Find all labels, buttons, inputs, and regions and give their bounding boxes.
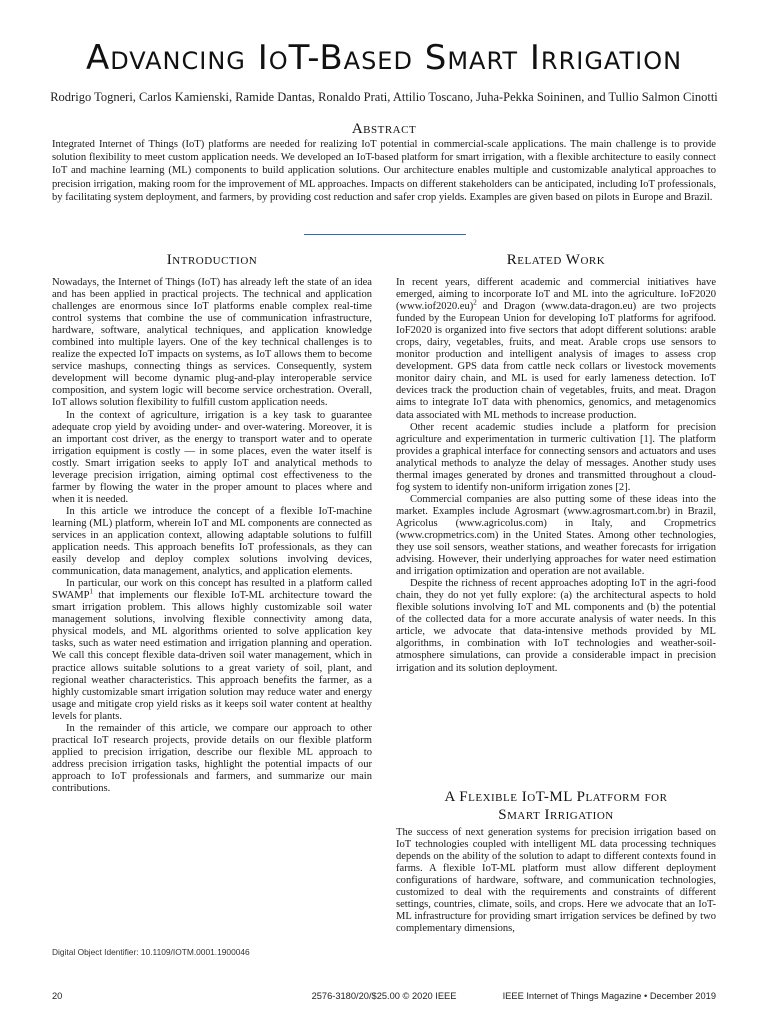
flexible-platform-heading: [396, 788, 716, 824]
paragraph: [396, 277, 716, 422]
paragraph: Nowadays, the Internet of Things (IoT) has already left the state of an idea and has been applied in practical projects. The technical and application challenges are enormous since IoT platforms enable complex real-time control systems that combine the use of communication infrastructure, hardware, software, analytical techniques, and application knowledge combined into multiple layers. One of the key technical challenges is to realize the expected IoT impacts on systems, as IoT allows them to become service mashups, connecting things as services. Consequently, system development will become dynamic plug-and-play interoperable service composition, and system logic will become service orchestration. Overall, IoT allows solution flexibility to fulfill custom application needs.: [52, 277, 372, 409]
footnote-marker: 1: [89, 587, 94, 596]
paragraph: In the context of agriculture, irrigation is a key task to guarantee adequate crop yield by avoiding under- and over-watering. Moreover, it is an important cost driver, as the energy to transport water and to operate irrigation equipment is costly — in some places, even the water itself is costly. Smart irrigation seeks to apply IoT and analytical methods to leverage precision irrigation, aiming optimal cost effectiveness to the farmer by flowing the water in the proper amount to places where and when it is needed.: [52, 409, 372, 505]
paragraph: The success of next generation systems for precision irrigation based on IoT technologies coupled with intelligent ML data processing techniques depends on the ability of the solution to adapt to different contexts found in farms. A flexible IoT-ML platform must allow different deployment configurations of hardware, software, and communication technologies, customized to deal with the requirements and constraints of different settings, countries, climate, soils, and crops. Here we advocate that an IoT-ML infrastructure for providing smart irrigation services be defined by two complementary dimensions,: [396, 827, 716, 935]
related-work-column: [396, 277, 716, 675]
heading-line: Smart Irrigation: [498, 807, 614, 823]
issn-copyright: 2576-3180/20/$25.00 © 2020 IEEE: [311, 991, 457, 1001]
page-number: 20: [52, 991, 63, 1001]
abstract-heading: Abstract: [351, 121, 417, 137]
heading-line: A Flexible IoT-ML Platform for: [444, 789, 668, 805]
doi-note: Digital Object Identifier: 10.1109/IOTM.0001.1900046: [52, 947, 250, 957]
author-list: Rodrigo Togneri, Carlos Kamienski, Ramide Dantas, Ronaldo Prati, Attilio Toscano, Juha-Pekka Soininen, and Tullio Salmon Cinotti: [50, 90, 718, 104]
article-title: Advancing IoT-Based Smart Irrigation: [85, 38, 683, 78]
paragraph-text: In particular, our work on this concept has resulted in a platform called SWAMP: [52, 578, 372, 602]
abstract-text: Integrated Internet of Things (IoT) platforms are needed for realizing IoT potential in commercial-scale applications. The main challenge is to provide solution flexibility to meet custom application needs. We developed an IoT-based platform for smart irrigation, with a flexible architecture to easily connect IoT and machine learning (ML) components to build application solutions. Our architecture enables multiple and customizable analytical approaches to precision irrigation, making room for the improvement of ML approaches. Impacts on different stakeholders can be anticipated, including IoT professionals, by facilitating system deployment, and farmers, by providing cost reduction and safer crop yields. Examples are given based on pilots in Europe and Brazil.: [52, 139, 716, 203]
paragraph: Despite the richness of recent approaches adopting IoT in the agri-food chain, they do not yet fully explore: (a) the architectural aspects to hold flexible solutions involving IoT and ML components and (b) the potential of the collected data for a more accurate analysis of water needs. In this article, we advocate that data-intensive methods provided by ML algorithms, in combination with IoT technologies and weather-soil-atmosphere simulations, can provide a considerable impact in precision irrigation and its solution deployment.: [396, 578, 716, 674]
paragraph-text: In recent years, different academic and commercial initiatives have emerged, aiming to incorporate IoT and ML into the agriculture. IoF2020 (www.iof2020.eu): [396, 277, 716, 313]
paragraph: In this article we introduce the concept of a flexible IoT-machine learning (ML) platform, wherein IoT and ML components are connected as services in an application context, allowing adaptable solutions to fulfill application needs. This approach benefits IoT professionals, as they can easily develop and deploy complex solutions involving devices, communication, data management, analytics, and application elements.: [52, 505, 372, 578]
paragraph: Other recent academic studies include a platform for precision agriculture and experimentation in turmeric cultivation [1]. The platform provides a graphical interface for connecting sensors and actuators and uses analytical methods to analyze the delay of messages. Another study uses thermal images generated by drones and transmitted throughout a cloud-fog system to identify non-uniform irrigation zones [2].: [396, 421, 716, 493]
section-divider: [304, 234, 466, 235]
introduction-column: [52, 277, 372, 795]
paragraph: In the remainder of this article, we compare our approach to other practical IoT research projects, provide details on our flexible platform applied to precision irrigation, describe our flexible ML approach to address precision irrigation tasks, highlight the potential impacts of our approach to IoT professionals and farmers, and summarize our main contributions.: [52, 722, 372, 794]
paragraph: Commercial companies are also putting some of these ideas into the market. Examples include Agrosmart (www.agrosmart.com.br) in Brazil, Agricolus (www.agricolus.com) in Italy, and Cropmetrics (www.cropmetrics.com) in the United States. Among other technologies, they use soil sensors, weather stations, and weather forecasts for irrigation advising. However, their underlying approaches for water need estimation and irrigation optimization and operation are not available.: [396, 493, 716, 578]
paragraph-text: and Dragon (www.data-dragon.eu) are two projects funded by the European Union for developing IoT platforms for agrifood. IoF2020 is organized into five sectors that adopt different solutions: arable crops, dairy, vegetables, fruits, and meat. Arable crops use sensors to monitor production and intelligent analysis of images to assess crop development. GPS data from cattle neck collars or livestock movements monitor dairy chain, and ML is used for early lameness detection. IoT devices track the production chain of vegetables, fruits, and meat. Dragon aims to integrate IoT data with phenomics, genomics, and metagenomics data associated with ML methods to increase production.: [396, 301, 716, 421]
introduction-heading: Introduction: [166, 252, 258, 268]
footnote-marker: 2: [473, 298, 477, 307]
flexible-platform-column: [396, 827, 716, 935]
paragraph-text: that implements our flexible IoT-ML architecture toward the smart irrigation problem. This allows highly customizable soil water management solutions, involving flexible connectivity among data, physical models, and ML algorithms oriented to solve application key tasks, such as water need estimation and irrigation planning and operation. We call this concept flexible data-driven soil water management, which in practice allows suitable solutions to a great variety of soil, plant, and regional weather characteristics. This approach benefits the farmer, as a highly customizable smart irrigation solution may reduce water and energy usage and mitigate crop yield risks as it keeps soil water content at healthy levels for plants.: [52, 590, 372, 722]
magazine-issue: IEEE Internet of Things Magazine • December 2019: [502, 991, 716, 1001]
related-work-heading: Related Work: [506, 252, 606, 268]
paragraph: [52, 578, 372, 723]
